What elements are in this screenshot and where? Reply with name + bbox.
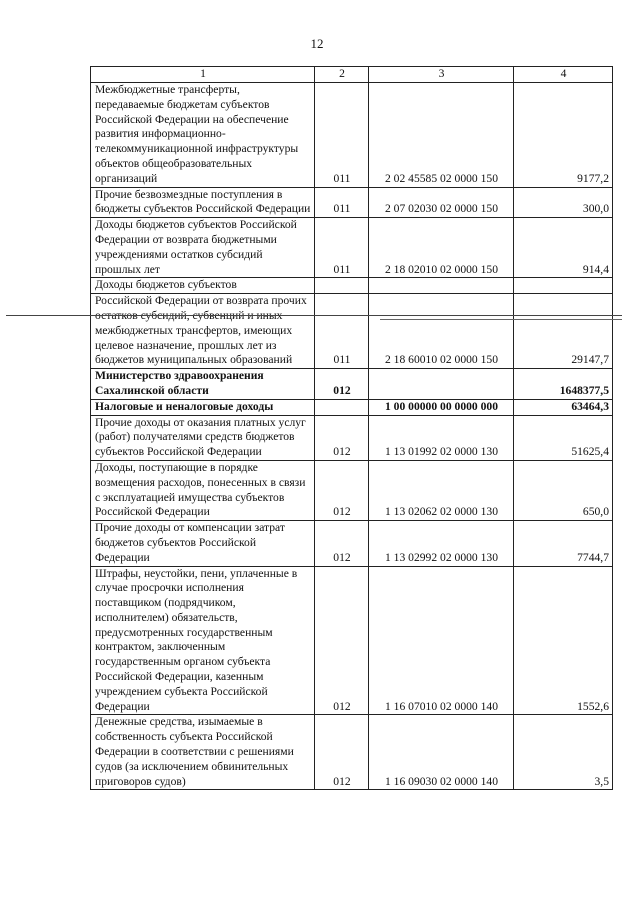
row-name-cell: Российской Федерации от возврата прочих остатков субсидий, субвенций и иных межбюджетных трансфертов, имеющих целевое назначение, прошлых лет из бюджетов муниципальных образований [91, 294, 315, 369]
row-sum-cell: 914,4 [514, 218, 613, 278]
row-name-cell: Доходы бюджетов субъектов Российской Федерации от возврата бюджетными учреждениями остатков субсидий прошлых лет [91, 218, 315, 278]
table-row [91, 369, 613, 400]
column-header-3: 3 [369, 67, 514, 83]
row-name-cell: Штрафы, неустойки, пени, уплаченные в случае просрочки исполнения поставщиком (подрядчиком, исполнителем) обязательств, предусмотренных государственным контрактом, заключенным государственным органом субъекта Российской Федерации, казенным учреждением субъекта Российской Федерации [91, 566, 315, 715]
row-kbk-cell: 1 13 01992 02 0000 130 [369, 415, 514, 460]
row-sum-cell: 650,0 [514, 460, 613, 520]
row-kbk-cell: 1 16 07010 02 0000 140 [369, 566, 514, 715]
row-sum-cell: 1648377,5 [514, 369, 613, 400]
table-row [91, 399, 613, 415]
row-kbk-cell: 1 13 02992 02 0000 130 [369, 521, 514, 566]
scan-artifact-line [6, 315, 622, 316]
row-code-cell: 012 [315, 415, 369, 460]
row-sum-cell: 9177,2 [514, 83, 613, 188]
row-kbk-cell: 1 13 02062 02 0000 130 [369, 460, 514, 520]
row-name-cell: Прочие безвозмездные поступления в бюджеты субъектов Российской Федерации [91, 187, 315, 218]
row-sum-cell: 1552,6 [514, 566, 613, 715]
table-row [91, 83, 613, 188]
budget-table [90, 66, 613, 790]
row-code-cell: 011 [315, 187, 369, 218]
table-row [91, 566, 613, 715]
column-header-2: 2 [315, 67, 369, 83]
row-code-cell: 012 [315, 460, 369, 520]
row-sum-cell: 29147,7 [514, 294, 613, 369]
row-name-cell: Доходы бюджетов субъектов [91, 278, 315, 294]
column-header-1: 1 [91, 67, 315, 83]
scan-artifact-line [380, 319, 622, 320]
table-row [91, 278, 613, 294]
row-sum-cell: 51625,4 [514, 415, 613, 460]
row-code-cell [315, 278, 369, 294]
row-code-cell: 012 [315, 715, 369, 790]
row-code-cell: 011 [315, 218, 369, 278]
row-sum-cell: 63464,3 [514, 399, 613, 415]
table-row [91, 187, 613, 218]
row-sum-cell: 300,0 [514, 187, 613, 218]
row-kbk-cell [369, 278, 514, 294]
table-row [91, 715, 613, 790]
row-kbk-cell: 1 00 00000 00 0000 000 [369, 399, 514, 415]
row-kbk-cell: 2 18 60010 02 0000 150 [369, 294, 514, 369]
row-name-cell: Прочие доходы от компенсации затрат бюджетов субъектов Российской Федерации [91, 521, 315, 566]
row-code-cell: 012 [315, 521, 369, 566]
row-name-cell: Денежные средства, изымаемые в собственность субъекта Российской Федерации в соответствии с решениями судов (за исключением обвинительных приговоров судов) [91, 715, 315, 790]
row-name-cell: Министерство здравоохранения Сахалинской области [91, 369, 315, 400]
row-sum-cell: 7744,7 [514, 521, 613, 566]
row-kbk-cell [369, 369, 514, 400]
table-row [91, 294, 613, 369]
row-sum-cell [514, 278, 613, 294]
row-name-cell: Налоговые и неналоговые доходы [91, 399, 315, 415]
row-name-cell: Прочие доходы от оказания платных услуг (работ) получателями средств бюджетов субъектов Российской Федерации [91, 415, 315, 460]
row-code-cell: 012 [315, 369, 369, 400]
table-row [91, 218, 613, 278]
row-code-cell: 011 [315, 294, 369, 369]
row-name-cell: Межбюджетные трансферты, передаваемые бюджетам субъектов Российской Федерации на обеспечение развития информационно-телекоммуникационной инфраструктуры объектов общеобразовательных организаций [91, 83, 315, 188]
row-name-cell: Доходы, поступающие в порядке возмещения расходов, понесенных в связи с эксплуатацией имущества субъектов Российской Федерации [91, 460, 315, 520]
table-row [91, 460, 613, 520]
row-code-cell [315, 399, 369, 415]
row-kbk-cell: 2 07 02030 02 0000 150 [369, 187, 514, 218]
row-code-cell: 012 [315, 566, 369, 715]
row-code-cell: 011 [315, 83, 369, 188]
column-header-4: 4 [514, 67, 613, 83]
header-row [91, 67, 613, 83]
table-row [91, 521, 613, 566]
page-number: 12 [310, 36, 324, 51]
row-sum-cell: 3,5 [514, 715, 613, 790]
row-kbk-cell: 1 16 09030 02 0000 140 [369, 715, 514, 790]
row-kbk-cell: 2 02 45585 02 0000 150 [369, 83, 514, 188]
table-row [91, 415, 613, 460]
row-kbk-cell: 2 18 02010 02 0000 150 [369, 218, 514, 278]
table-body [91, 83, 613, 790]
